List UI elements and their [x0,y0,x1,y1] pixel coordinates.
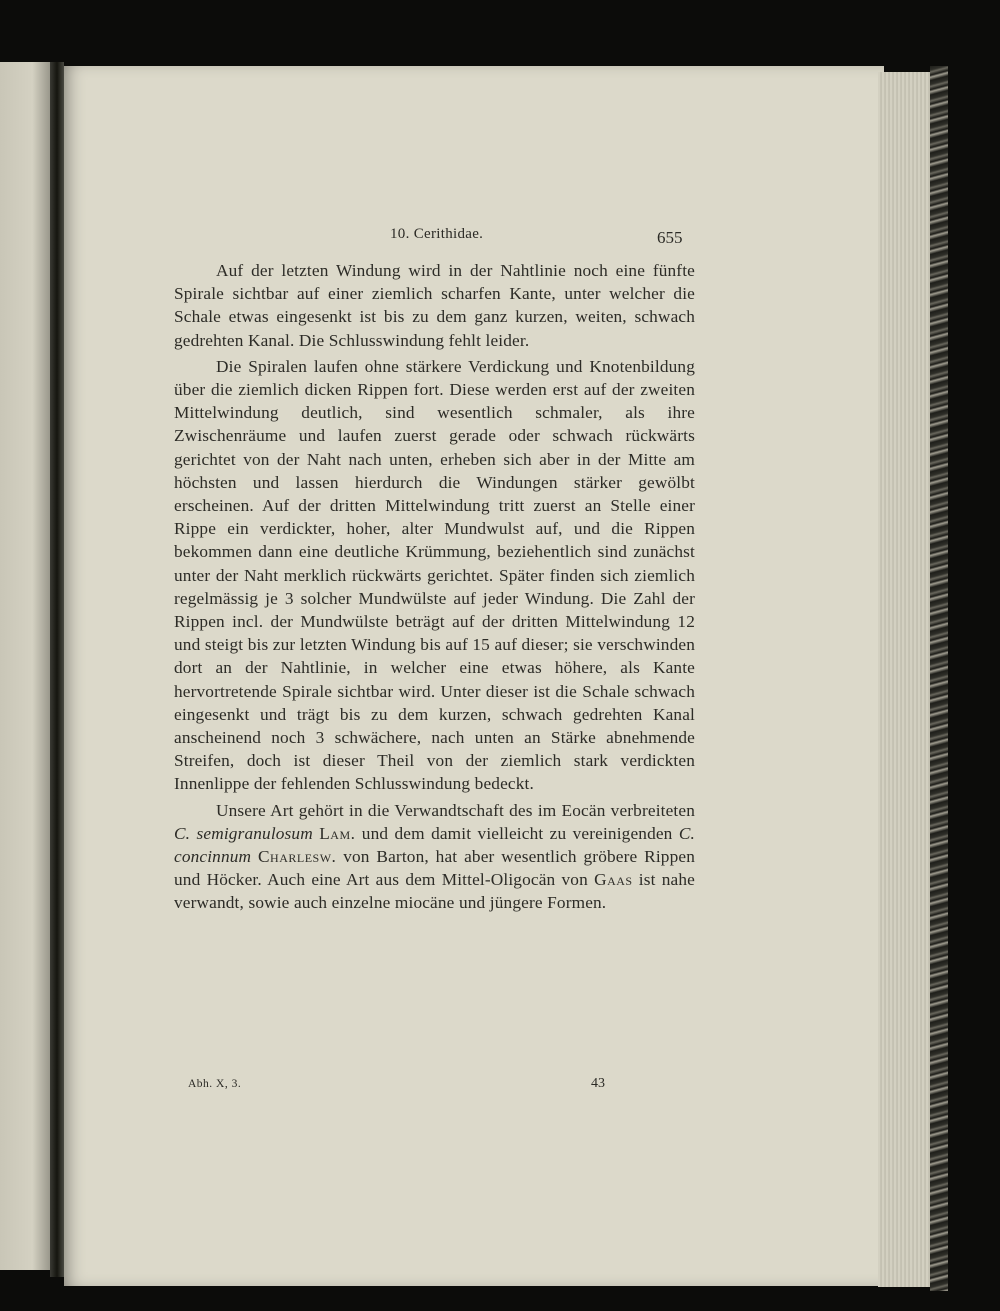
species-author: Charlesw. [258,847,337,867]
signature-mark: Abh. X, 3. [188,1078,242,1090]
book-gutter [50,62,64,1277]
marbled-cover-edge [930,66,948,1291]
paragraph-3-text-1: Unsere Art gehört in die Verwandtschaft des im Eocän verbreiteten [216,800,695,820]
species-name: C. semigranulosum [174,823,313,843]
body-text [174,259,695,918]
facing-page-edge [0,62,54,1270]
locality-name: Gaas [594,870,633,890]
species-author: Lam. [319,823,356,843]
paragraph-3-text-4: ist nahe verwandt, sowie auch einzelne miocäne und jüngere Formen. [174,870,695,913]
species-name: C. concinnum [174,823,695,867]
page-stack-edge [878,72,934,1287]
paragraph-3-text-2: und dem damit vielleicht zu vereinigenden [355,823,679,843]
paragraph-3 [174,799,695,915]
running-header: 10. Cerithidae. [390,226,484,242]
sheet-number: 43 [591,1076,605,1091]
paragraph-1: Auf der letzten Windung wird in der Nahtlinie noch eine fünfte Spirale sichtbar auf einer ziemlich scharfen Kante, unter welcher die Schale etwas eingesenkt ist bis zu dem ganz kurzen, weiten, schwach gedrehten Kanal. Die Schlusswindung fehlt leider. [174,261,695,350]
paragraph-3-text-3: von Barton, hat aber wesentlich gröbere Rippen und Höcker. Auch eine Art aus dem Mittel-Oligocän von [174,847,695,890]
paragraph-2: Die Spiralen laufen ohne stärkere Verdickung und Knotenbildung über die ziemlich dicken Rippen fort. Diese werden erst auf der zweiten Mittelwindung deutlich, sind wesentlich schmaler, als ihre Zwischenräume und laufen zuerst gerade oder schwach rückwärts gerichtet von der Naht nach unten, erheben sich aber in der Mitte am höchsten und lassen hierdurch die Windungen stärker gewölbt erscheinen. Auf der dritten Mittelwindung tritt zuerst an Stelle einer Rippe ein verdickter, hoher, alter Mundwulst auf, und die Rippen bekommen dann eine deutliche Krümmung, beziehentlich sind zunächst unter der Naht merklich rückwärts gerichtet. Später finden sich ziemlich regelmässig je 3 solcher Mundwülste auf jeder Windung. Die Zahl der Rippen incl. der Mundwülste beträgt auf der dritten Mittelwindung 12 und steigt bis zur letzten Windung bis auf 15 auf dieser; sie verschwinden dort an der Nahtlinie, in welcher eine etwas höhere, als Kante hervortretende Spirale sichtbar wird. Unter dieser ist die Schale schwach eingesenkt und trägt bis zu dem kurzen, schwach gedrehten Kanal anscheinend noch 3 schwächere, nach unten an Stärke abnehmende Streifen, doch ist dieser Theil von der ziemlich stark verdickten Innenlippe der fehlenden Schlusswindung bedeckt. [174,356,695,794]
page-number: 655 [657,228,683,247]
